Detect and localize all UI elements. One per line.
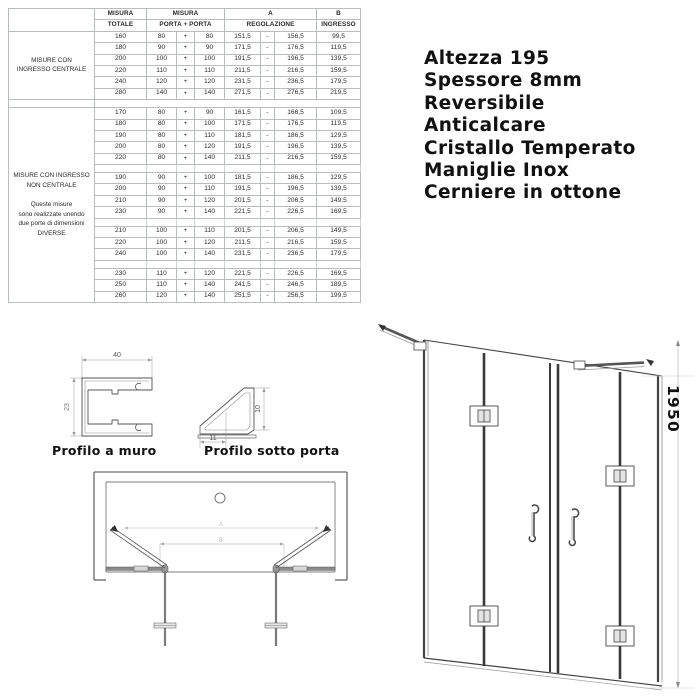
- cell-totale: 200: [95, 54, 147, 65]
- cell-dash: -: [261, 153, 275, 164]
- spacer-cell: [195, 260, 225, 268]
- cell-plus: +: [177, 280, 195, 291]
- cell-a_min: 161,5: [225, 108, 261, 119]
- cell-porta1: 120: [147, 77, 177, 88]
- spacer-cell: [225, 165, 261, 173]
- cell-plus: +: [177, 153, 195, 164]
- cell-dash: -: [261, 54, 275, 65]
- spacer-cell: [95, 260, 147, 268]
- cell-porta1: 100: [147, 54, 177, 65]
- cell-dash: -: [261, 77, 275, 88]
- cell-b: 169,5: [317, 268, 361, 279]
- cell-porta1: 100: [147, 249, 177, 260]
- hinge-block-left: [134, 566, 148, 571]
- cell-a_max: 236,5: [275, 77, 317, 88]
- cell-a_max: 256,5: [275, 291, 317, 302]
- cell-plus: +: [177, 77, 195, 88]
- under-door-profile-caption: Profilo sotto porta: [204, 443, 340, 458]
- header-misura-totale-bottom: TOTALE: [95, 20, 147, 31]
- cell-totale: 280: [95, 88, 147, 99]
- spacer-cell: [177, 260, 195, 268]
- door-leaf-left-open: [154, 571, 176, 646]
- cell-a_min: 211,5: [225, 153, 261, 164]
- cell-b: 109,5: [317, 108, 361, 119]
- hinge-upper-left: [470, 406, 498, 426]
- gap-cell: [95, 100, 361, 108]
- cell-dash: -: [261, 119, 275, 130]
- spacer-cell: [225, 260, 261, 268]
- cell-totale: 210: [95, 226, 147, 237]
- feature-line-4: Anticalcare: [424, 115, 546, 137]
- cell-b: 139,5: [317, 142, 361, 153]
- elevation-height-label: 1950: [664, 385, 682, 433]
- cell-b: 179,5: [317, 77, 361, 88]
- cell-dash: -: [261, 31, 275, 42]
- cell-a_max: 186,5: [275, 173, 317, 184]
- cell-a_max: 206,5: [275, 195, 317, 206]
- cell-a_min: 181,5: [225, 173, 261, 184]
- spacer-cell: [275, 218, 317, 226]
- cell-a_min: 151,5: [225, 31, 261, 42]
- feature-line-7: Cerniere in ottone: [424, 182, 622, 204]
- spacer-cell: [261, 218, 275, 226]
- cell-a_min: 221,5: [225, 268, 261, 279]
- spacer-cell: [147, 218, 177, 226]
- cell-a_max: 166,5: [275, 108, 317, 119]
- cell-porta2: 100: [195, 119, 225, 130]
- feature-line-1: Altezza 195: [424, 48, 550, 69]
- cell-b: 149,5: [317, 195, 361, 206]
- spacer-cell: [317, 260, 361, 268]
- cell-totale: 220: [95, 238, 147, 249]
- cell-b: 199,5: [317, 291, 361, 302]
- cell-dash: -: [261, 226, 275, 237]
- cell-plus: +: [177, 65, 195, 76]
- cell-dash: -: [261, 238, 275, 249]
- glass-panels: [484, 353, 620, 679]
- cell-b: 159,5: [317, 238, 361, 249]
- cell-a_max: 206,5: [275, 226, 317, 237]
- stabilizer-bar-right: [574, 359, 654, 370]
- cell-porta2: 120: [195, 195, 225, 206]
- plan-view-drawing: [88, 468, 353, 653]
- cell-totale: 240: [95, 77, 147, 88]
- cell-a_max: 216,5: [275, 153, 317, 164]
- table-body: [9, 31, 361, 302]
- cell-dash: -: [261, 130, 275, 141]
- header-ingresso-top: B: [317, 9, 361, 20]
- cell-plus: +: [177, 108, 195, 119]
- cell-porta1: 110: [147, 65, 177, 76]
- spacer-cell: [275, 165, 317, 173]
- cell-plus: +: [177, 119, 195, 130]
- cell-porta1: 90: [147, 195, 177, 206]
- cell-b: 189,5: [317, 280, 361, 291]
- cell-dash: -: [261, 249, 275, 260]
- gap-cell: [9, 100, 95, 108]
- cell-porta2: 140: [195, 249, 225, 260]
- cell-a_min: 211,5: [225, 238, 261, 249]
- cell-a_max: 236,5: [275, 249, 317, 260]
- cell-plus: +: [177, 31, 195, 42]
- spacer-cell: [177, 218, 195, 226]
- cell-a_max: 216,5: [275, 238, 317, 249]
- cell-plus: +: [177, 291, 195, 302]
- door-swing-left: [110, 525, 167, 568]
- table-header: [9, 9, 361, 32]
- handle-right: [569, 509, 578, 545]
- cell-b: 169,5: [317, 207, 361, 218]
- spacer-cell: [225, 218, 261, 226]
- door-swing-right: [274, 525, 331, 568]
- cell-porta1: 80: [147, 119, 177, 130]
- spacer-cell: [147, 165, 177, 173]
- cell-plus: +: [177, 130, 195, 141]
- spacer-cell: [317, 165, 361, 173]
- cell-b: 129,5: [317, 130, 361, 141]
- cell-porta1: 100: [147, 226, 177, 237]
- section-label-1: MISURE CON INGRESSO CENTRALE: [9, 31, 95, 99]
- feature-line-3: Reversibile: [424, 92, 545, 114]
- cell-plus: +: [177, 43, 195, 54]
- header-regolazione-top: A: [225, 9, 317, 20]
- cell-porta1: 90: [147, 43, 177, 54]
- elevation-drawing: [372, 318, 700, 696]
- cell-a_max: 186,5: [275, 130, 317, 141]
- under-door-profile-drawing: [198, 388, 270, 448]
- cell-totale: 160: [95, 31, 147, 42]
- cell-totale: 190: [95, 173, 147, 184]
- cell-porta2: 140: [195, 207, 225, 218]
- cell-b: 219,5: [317, 88, 361, 99]
- cell-a_max: 226,5: [275, 268, 317, 279]
- cell-a_min: 231,5: [225, 77, 261, 88]
- cell-a_max: 176,5: [275, 119, 317, 130]
- cell-totale: 260: [95, 291, 147, 302]
- cell-porta2: 100: [195, 173, 225, 184]
- stabilizer-bar-left: [378, 324, 426, 350]
- cell-a_min: 251,5: [225, 291, 261, 302]
- cell-porta2: 140: [195, 280, 225, 291]
- spacer-cell: [261, 165, 275, 173]
- spacer-cell: [177, 165, 195, 173]
- table-row: [9, 31, 361, 42]
- cell-totale: 230: [95, 268, 147, 279]
- cell-porta2: 140: [195, 88, 225, 99]
- header-regolazione-bottom: REGOLAZIONE: [225, 20, 317, 31]
- cell-porta2: 110: [195, 226, 225, 237]
- cell-totale: 220: [95, 65, 147, 76]
- table-row: [9, 108, 361, 119]
- handle-left: [529, 505, 538, 541]
- cell-dash: -: [261, 184, 275, 195]
- cell-porta2: 120: [195, 77, 225, 88]
- cell-porta2: 110: [195, 184, 225, 195]
- cell-dash: -: [261, 207, 275, 218]
- cell-b: 99,5: [317, 31, 361, 42]
- wall-profile-caption: Profilo a muro: [52, 443, 157, 458]
- spacer-cell: [195, 165, 225, 173]
- cell-porta1: 90: [147, 173, 177, 184]
- cell-plus: +: [177, 226, 195, 237]
- cell-totale: 180: [95, 43, 147, 54]
- spacer-cell: [317, 218, 361, 226]
- cell-plus: +: [177, 184, 195, 195]
- cell-porta2: 110: [195, 130, 225, 141]
- cell-porta1: 80: [147, 130, 177, 141]
- cell-porta1: 90: [147, 207, 177, 218]
- spacer-cell: [195, 218, 225, 226]
- cell-a_max: 226,5: [275, 207, 317, 218]
- measurements-table-container: [8, 8, 360, 303]
- cell-plus: +: [177, 142, 195, 153]
- cell-totale: 180: [95, 119, 147, 130]
- spacer-cell: [261, 260, 275, 268]
- drain-icon: [215, 493, 225, 503]
- cell-plus: +: [177, 268, 195, 279]
- cell-a_min: 211,5: [225, 65, 261, 76]
- cell-a_max: 196,5: [275, 184, 317, 195]
- cell-porta1: 80: [147, 142, 177, 153]
- under-door-height-dimension: 10: [255, 405, 262, 413]
- feature-line-2: Spessore 8mm: [424, 70, 583, 92]
- cell-porta2: 140: [195, 291, 225, 302]
- cell-plus: +: [177, 54, 195, 65]
- cell-plus: +: [177, 249, 195, 260]
- cell-plus: +: [177, 195, 195, 206]
- spacer-cell: [95, 165, 147, 173]
- cell-dash: -: [261, 173, 275, 184]
- cell-dash: -: [261, 108, 275, 119]
- cell-b: 139,5: [317, 54, 361, 65]
- product-features-list: [424, 48, 636, 205]
- cell-b: 149,5: [317, 226, 361, 237]
- cell-a_min: 201,5: [225, 195, 261, 206]
- header-corner-cell: [9, 9, 95, 32]
- cell-porta2: 120: [195, 238, 225, 249]
- cell-a_min: 181,5: [225, 130, 261, 141]
- table-header-row-top: [9, 9, 361, 20]
- cell-a_max: 276,5: [275, 88, 317, 99]
- cell-a_max: 196,5: [275, 142, 317, 153]
- cell-plus: +: [177, 207, 195, 218]
- under-door-width-dimension: 11: [209, 435, 217, 442]
- cell-dash: -: [261, 195, 275, 206]
- cell-a_max: 176,5: [275, 43, 317, 54]
- cell-porta1: 100: [147, 238, 177, 249]
- cell-porta2: 100: [195, 54, 225, 65]
- cell-porta1: 80: [147, 31, 177, 42]
- cell-b: 119,5: [317, 119, 361, 130]
- cell-porta1: 140: [147, 88, 177, 99]
- cell-plus: +: [177, 238, 195, 249]
- cell-porta2: 120: [195, 268, 225, 279]
- cell-porta2: 110: [195, 65, 225, 76]
- cell-a_min: 201,5: [225, 226, 261, 237]
- hinge-lower-right: [606, 626, 634, 646]
- wall-profile-height-dimension: 23: [64, 403, 71, 411]
- cell-dash: -: [261, 65, 275, 76]
- cell-a_max: 156,5: [275, 31, 317, 42]
- cell-b: 119,5: [317, 43, 361, 54]
- cell-a_max: 216,5: [275, 65, 317, 76]
- cell-dash: -: [261, 291, 275, 302]
- cell-plus: +: [177, 173, 195, 184]
- cell-b: 159,5: [317, 153, 361, 164]
- header-misura-totale-top: MISURA: [95, 9, 147, 20]
- cell-dash: -: [261, 88, 275, 99]
- cell-plus: +: [177, 88, 195, 99]
- cell-porta2: 90: [195, 43, 225, 54]
- cell-porta2: 140: [195, 153, 225, 164]
- cell-a_min: 241,5: [225, 280, 261, 291]
- cell-porta1: 80: [147, 108, 177, 119]
- header-misura-porta-top: MISURA: [147, 9, 225, 20]
- wall-profile-drawing: [64, 352, 152, 436]
- plan-dimension-b-label: B: [218, 538, 224, 544]
- cell-porta1: 90: [147, 184, 177, 195]
- measurements-table: [8, 8, 361, 303]
- cell-a_min: 221,5: [225, 207, 261, 218]
- hinge-block-right: [293, 566, 307, 571]
- cell-porta1: 120: [147, 291, 177, 302]
- cell-dash: -: [261, 280, 275, 291]
- cell-a_max: 196,5: [275, 54, 317, 65]
- cell-b: 139,5: [317, 184, 361, 195]
- cell-b: 159,5: [317, 65, 361, 76]
- plan-dimension-a-label: A: [218, 522, 224, 528]
- cell-porta1: 80: [147, 153, 177, 164]
- cell-a_max: 246,5: [275, 280, 317, 291]
- cell-a_min: 171,5: [225, 119, 261, 130]
- cell-b: 179,5: [317, 249, 361, 260]
- door-leaf-right-open: [265, 571, 287, 646]
- cell-porta1: 110: [147, 268, 177, 279]
- cell-porta2: 120: [195, 142, 225, 153]
- cell-a_min: 231,5: [225, 249, 261, 260]
- cell-porta2: 80: [195, 31, 225, 42]
- cell-totale: 200: [95, 184, 147, 195]
- wall-profile-width-dimension: 40: [113, 352, 121, 359]
- hinge-lower-left: [470, 606, 498, 626]
- table-section-gap: [9, 100, 361, 108]
- spacer-cell: [275, 260, 317, 268]
- feature-line-6: Maniglie Inox: [424, 159, 570, 181]
- cell-dash: -: [261, 142, 275, 153]
- cell-a_min: 191,5: [225, 184, 261, 195]
- cell-a_min: 191,5: [225, 142, 261, 153]
- header-misura-porta-bottom: PORTA + PORTA: [147, 20, 225, 31]
- cell-totale: 240: [95, 249, 147, 260]
- cell-totale: 250: [95, 280, 147, 291]
- cell-porta1: 110: [147, 280, 177, 291]
- hinge-upper-right: [606, 466, 634, 486]
- cell-porta2: 90: [195, 108, 225, 119]
- cell-totale: 190: [95, 130, 147, 141]
- cell-totale: 210: [95, 195, 147, 206]
- spacer-cell: [147, 260, 177, 268]
- cell-totale: 200: [95, 142, 147, 153]
- feature-line-5: Cristallo Temperato: [424, 137, 636, 159]
- spacer-cell: [95, 218, 147, 226]
- cell-dash: -: [261, 268, 275, 279]
- cell-dash: -: [261, 43, 275, 54]
- cell-totale: 220: [95, 153, 147, 164]
- cell-a_min: 171,5: [225, 43, 261, 54]
- cell-totale: 170: [95, 108, 147, 119]
- cell-a_min: 191,5: [225, 54, 261, 65]
- cell-b: 129,5: [317, 173, 361, 184]
- cell-totale: 230: [95, 207, 147, 218]
- header-ingresso-bottom: INGRESSO: [317, 20, 361, 31]
- cell-a_min: 271,5: [225, 88, 261, 99]
- section-label-2: MISURE CON INGRESSO NON CENTRALE Queste misure sono realizzate unendo due porte di dimensioni DIVERSE: [9, 108, 95, 303]
